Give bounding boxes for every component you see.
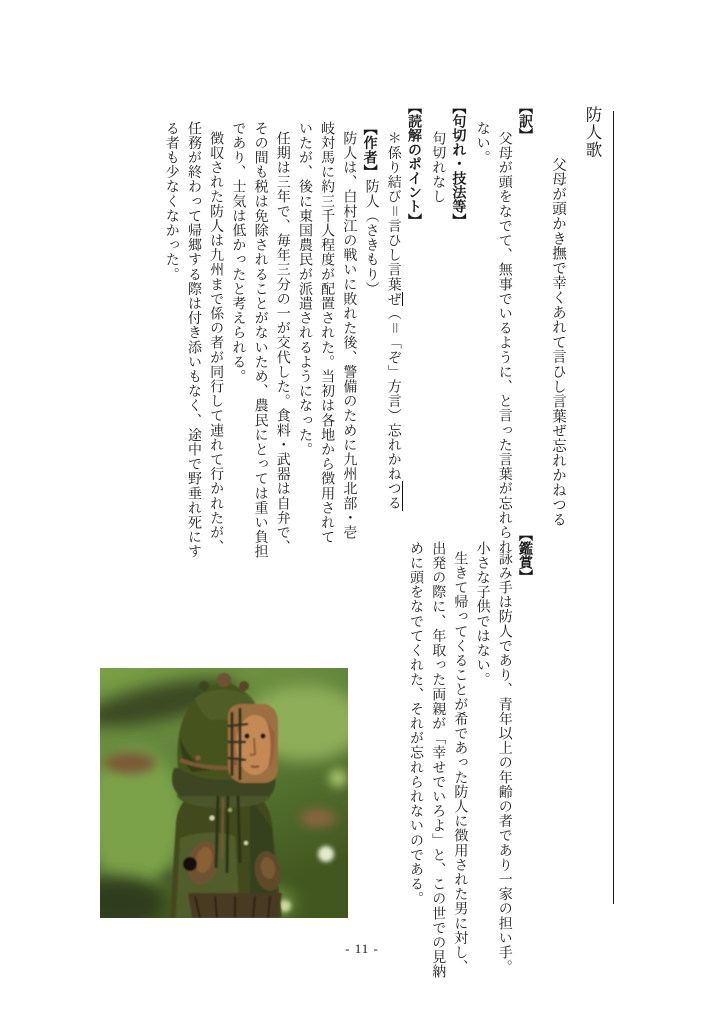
kakari-emphasis-ze: ぜ [385, 291, 401, 307]
author-name: 防人（さきもり） [363, 179, 379, 297]
text-line-author [359, 100, 381, 600]
text-line: その間も税は免除されることがないため、農民にとっては重い負担 [252, 121, 268, 559]
section-header-kugire: 【句切れ・技法等】 [451, 100, 468, 228]
text-line: 出発の際に、年取った両親が「幸せでいろよ」と、この世での見納 [430, 541, 446, 979]
text-line: 徴収された防人は九州まで係の者が同行して連れて行かれたが、 [208, 131, 224, 555]
section-header-translation: 【訳】 [518, 100, 534, 143]
text-line: 任務が終わって帰郷する際は付き添いもなく、途中で野垂れ死にす [185, 121, 201, 559]
kakari-emphasis-tsuru: つる [385, 481, 401, 511]
text-line: 句切れなし [430, 131, 446, 204]
kakari-mid: （＝「ぞ」方言）忘れかね [385, 306, 401, 482]
text-line: めに頭をなでてくれた、それが忘れられないのである。 [407, 541, 423, 906]
poem-text: 父母が頭かき撫で幸くあれて言ひし言葉ぜ忘れかねつる [550, 157, 566, 527]
section-header-kansho: 【鑑賞】 [518, 527, 534, 584]
text-line: 防人は、白村江の戦いに敗れた後、警備のために九州北部・壱 [341, 131, 357, 540]
text-line: 任期は三年で、毎年三分の一が交代した。食料・武器は自弁で、 [274, 131, 290, 555]
text-line-kakari-musubi [382, 100, 404, 600]
text-line: いたが、後に東国農民が派遣されるようになった。 [296, 121, 312, 457]
text-line: ない。 [474, 121, 490, 165]
page-title: 防人歌 [583, 106, 602, 159]
main-text-block [158, 100, 537, 600]
sakimori-statue-photo [100, 668, 348, 918]
sakimori-statue-illustration [100, 668, 348, 918]
text-line: 詠み手は防人であり、青年以上の年齢の者であり一家の担い手。 [496, 551, 512, 975]
vertical-rule [613, 111, 614, 904]
page-number: - 11 - [345, 941, 379, 956]
text-line: 岐対馬に約三千人程度が配置された。当初は各地から徴用されて [319, 121, 335, 545]
text-line: 父母が頭をなでて、無事でいるように、と言った言葉が忘れられ [496, 131, 512, 555]
text-line: る者も少なくなかった。 [163, 121, 179, 282]
section-header-author: 【作者】 [362, 121, 379, 180]
section-header-dokkai: 【読解のポイント】 [406, 100, 423, 228]
kakari-prefix: ＊係り結び＝言ひし言葉 [385, 131, 401, 292]
text-line: 生きて帰ってくることが希であった防人に徴用された男に対し、 [452, 551, 468, 975]
text-line: 小さな子供ではない。 [474, 541, 490, 687]
text-line: であり、士気は低かったと考えられる。 [230, 121, 246, 384]
